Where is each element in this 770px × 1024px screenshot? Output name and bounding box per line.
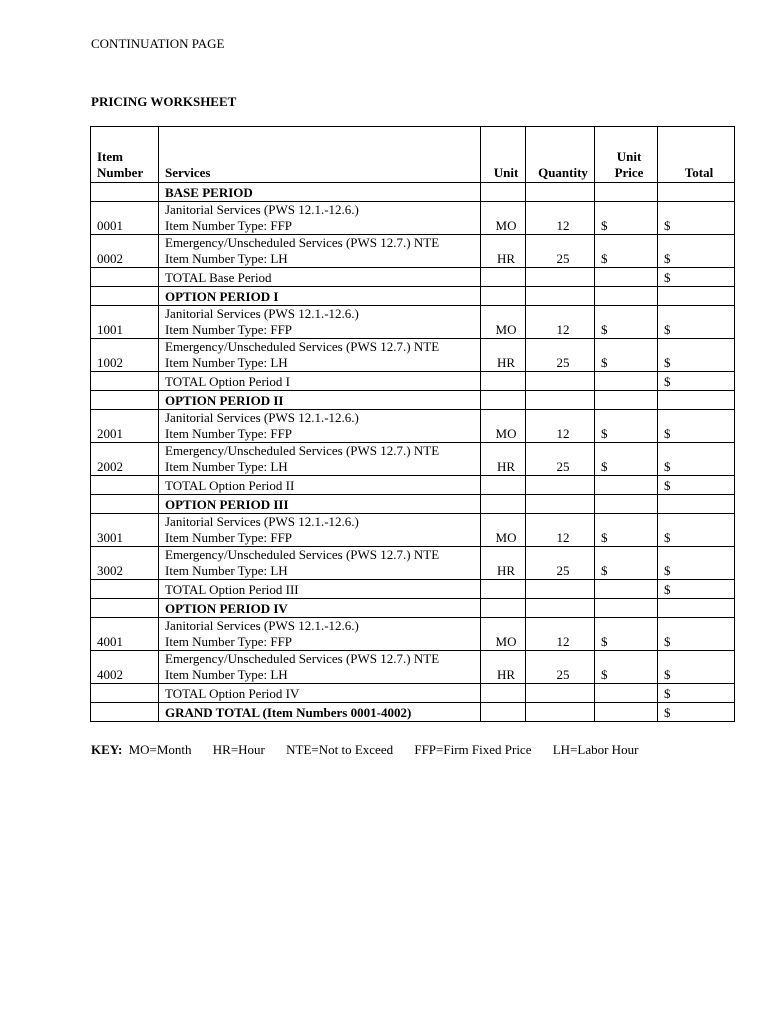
quantity-cell xyxy=(526,684,595,703)
quantity-cell: 12 xyxy=(526,618,595,651)
unit-price-cell xyxy=(595,703,658,722)
section-row xyxy=(91,495,735,514)
quantity-cell xyxy=(526,703,595,722)
table-row xyxy=(91,410,735,443)
unit-price-cell: $ xyxy=(595,410,658,443)
quantity-cell: 12 xyxy=(526,306,595,339)
section-title: OPTION PERIOD IV xyxy=(159,599,481,618)
unit-price-cell xyxy=(595,495,658,514)
section-row xyxy=(91,599,735,618)
unit-price-cell: $ xyxy=(595,202,658,235)
key-entry: FFP=Firm Fixed Price xyxy=(414,742,532,757)
total-cell: $ xyxy=(658,268,735,287)
table-row xyxy=(91,202,735,235)
service-line-1: Emergency/Unscheduled Services (PWS 12.7.) NTE xyxy=(165,443,440,458)
unit-price-cell xyxy=(595,684,658,703)
key-label: KEY: xyxy=(91,742,123,757)
quantity-cell: 12 xyxy=(526,202,595,235)
service-line-1: Emergency/Unscheduled Services (PWS 12.7.) NTE xyxy=(165,235,440,250)
total-cell xyxy=(658,391,735,410)
table-row xyxy=(91,443,735,476)
unit-price-cell: $ xyxy=(595,547,658,580)
continuation-page-label: CONTINUATION PAGE xyxy=(91,36,225,51)
total-cell xyxy=(658,495,735,514)
total-cell: $ xyxy=(658,235,735,268)
table-row xyxy=(91,306,735,339)
item-number-cell: 1002 xyxy=(91,339,159,372)
service-cell xyxy=(159,618,481,651)
service-cell xyxy=(159,410,481,443)
total-cell: $ xyxy=(658,651,735,684)
service-line-1: Janitorial Services (PWS 12.1.-12.6.) xyxy=(165,618,359,633)
total-cell: $ xyxy=(658,306,735,339)
unit-cell: MO xyxy=(481,514,526,547)
service-line-2: Item Number Type: FFP xyxy=(165,530,293,545)
unit-cell xyxy=(481,580,526,599)
total-cell: $ xyxy=(658,514,735,547)
unit-cell xyxy=(481,183,526,202)
unit-cell xyxy=(481,703,526,722)
header-total: Total xyxy=(658,127,735,183)
service-line-1: Janitorial Services (PWS 12.1.-12.6.) xyxy=(165,410,359,425)
item-number-cell xyxy=(91,287,159,306)
total-cell: $ xyxy=(658,372,735,391)
quantity-cell xyxy=(526,287,595,306)
pricing-table-body xyxy=(91,183,735,722)
service-line-1: Emergency/Unscheduled Services (PWS 12.7.) NTE xyxy=(165,339,440,354)
unit-cell xyxy=(481,268,526,287)
quantity-cell xyxy=(526,183,595,202)
item-number-cell: 4002 xyxy=(91,651,159,684)
quantity-cell xyxy=(526,372,595,391)
unit-price-cell xyxy=(595,268,658,287)
quantity-cell: 25 xyxy=(526,339,595,372)
item-number-cell: 3001 xyxy=(91,514,159,547)
item-number-cell xyxy=(91,495,159,514)
quantity-cell: 25 xyxy=(526,443,595,476)
unit-cell xyxy=(481,287,526,306)
total-label: GRAND TOTAL (Item Numbers 0001-4002) xyxy=(159,703,481,722)
item-number-cell xyxy=(91,268,159,287)
section-row xyxy=(91,287,735,306)
total-cell: $ xyxy=(658,580,735,599)
quantity-cell xyxy=(526,580,595,599)
unit-price-cell: $ xyxy=(595,306,658,339)
total-cell xyxy=(658,599,735,618)
total-row xyxy=(91,372,735,391)
total-cell: $ xyxy=(658,443,735,476)
item-number-cell xyxy=(91,703,159,722)
unit-price-cell xyxy=(595,599,658,618)
service-line-2: Item Number Type: FFP xyxy=(165,218,293,233)
total-row xyxy=(91,580,735,599)
item-number-cell xyxy=(91,476,159,495)
key-entry: LH=Labor Hour xyxy=(552,742,639,757)
item-number-cell: 2002 xyxy=(91,443,159,476)
total-cell: $ xyxy=(658,703,735,722)
header-item-number: Item Number xyxy=(91,127,159,183)
quantity-cell: 25 xyxy=(526,651,595,684)
unit-price-cell: $ xyxy=(595,443,658,476)
total-row xyxy=(91,476,735,495)
service-line-1: Emergency/Unscheduled Services (PWS 12.7.) NTE xyxy=(165,651,440,666)
unit-cell: MO xyxy=(481,306,526,339)
unit-price-cell xyxy=(595,372,658,391)
service-line-2: Item Number Type: LH xyxy=(165,355,288,370)
table-row xyxy=(91,339,735,372)
item-number-cell: 0001 xyxy=(91,202,159,235)
service-line-1: Emergency/Unscheduled Services (PWS 12.7.) NTE xyxy=(165,547,440,562)
table-row xyxy=(91,235,735,268)
total-cell: $ xyxy=(658,684,735,703)
service-cell xyxy=(159,651,481,684)
quantity-cell xyxy=(526,391,595,410)
pricing-table xyxy=(90,126,735,722)
unit-cell: HR xyxy=(481,547,526,580)
unit-price-cell: $ xyxy=(595,618,658,651)
service-cell xyxy=(159,306,481,339)
unit-price-cell xyxy=(595,391,658,410)
section-row xyxy=(91,391,735,410)
total-cell xyxy=(658,183,735,202)
header-unit: Unit xyxy=(481,127,526,183)
section-row xyxy=(91,183,735,202)
unit-cell xyxy=(481,684,526,703)
total-cell: $ xyxy=(658,410,735,443)
unit-cell xyxy=(481,599,526,618)
header-unit-price: Unit Price xyxy=(595,127,658,183)
section-title: OPTION PERIOD II xyxy=(159,391,481,410)
total-label: TOTAL Option Period II xyxy=(159,476,481,495)
unit-cell xyxy=(481,372,526,391)
header-services: Services xyxy=(159,127,481,183)
service-line-2: Item Number Type: FFP xyxy=(165,634,293,649)
total-cell: $ xyxy=(658,339,735,372)
total-cell xyxy=(658,287,735,306)
unit-cell: MO xyxy=(481,618,526,651)
service-cell xyxy=(159,339,481,372)
item-number-cell xyxy=(91,372,159,391)
table-row xyxy=(91,651,735,684)
unit-cell: HR xyxy=(481,339,526,372)
item-number-cell: 1001 xyxy=(91,306,159,339)
service-line-2: Item Number Type: LH xyxy=(165,667,288,682)
unit-price-cell xyxy=(595,476,658,495)
total-label: TOTAL Option Period III xyxy=(159,580,481,599)
key-entry: HR=Hour xyxy=(212,742,265,757)
key-entry: MO=Month xyxy=(128,742,192,757)
total-cell: $ xyxy=(658,618,735,651)
item-number-cell xyxy=(91,391,159,410)
item-number-cell xyxy=(91,599,159,618)
unit-cell: MO xyxy=(481,410,526,443)
worksheet-title: PRICING WORKSHEET xyxy=(91,94,237,109)
quantity-cell xyxy=(526,268,595,287)
unit-cell: HR xyxy=(481,235,526,268)
section-title: OPTION PERIOD I xyxy=(159,287,481,306)
section-title: BASE PERIOD xyxy=(159,183,481,202)
service-cell xyxy=(159,235,481,268)
service-cell xyxy=(159,443,481,476)
service-line-2: Item Number Type: LH xyxy=(165,459,288,474)
key-entry: NTE=Not to Exceed xyxy=(286,742,394,757)
table-row xyxy=(91,618,735,651)
section-title: OPTION PERIOD III xyxy=(159,495,481,514)
item-number-cell xyxy=(91,684,159,703)
total-label: TOTAL Option Period IV xyxy=(159,684,481,703)
item-number-cell: 2001 xyxy=(91,410,159,443)
quantity-cell: 12 xyxy=(526,514,595,547)
unit-cell xyxy=(481,391,526,410)
table-row xyxy=(91,514,735,547)
unit-cell xyxy=(481,476,526,495)
table-row xyxy=(91,547,735,580)
unit-price-cell: $ xyxy=(595,235,658,268)
unit-price-cell xyxy=(595,287,658,306)
quantity-cell xyxy=(526,495,595,514)
unit-cell: HR xyxy=(481,651,526,684)
key-legend xyxy=(91,742,656,758)
service-cell xyxy=(159,202,481,235)
service-line-2: Item Number Type: LH xyxy=(165,563,288,578)
unit-cell: MO xyxy=(481,202,526,235)
item-number-cell: 3002 xyxy=(91,547,159,580)
total-cell: $ xyxy=(658,547,735,580)
item-number-cell: 4001 xyxy=(91,618,159,651)
quantity-cell: 25 xyxy=(526,547,595,580)
item-number-cell xyxy=(91,183,159,202)
service-line-1: Janitorial Services (PWS 12.1.-12.6.) xyxy=(165,306,359,321)
total-cell: $ xyxy=(658,476,735,495)
item-number-cell xyxy=(91,580,159,599)
unit-price-cell xyxy=(595,580,658,599)
unit-cell: HR xyxy=(481,443,526,476)
service-cell xyxy=(159,514,481,547)
total-label: TOTAL Option Period I xyxy=(159,372,481,391)
total-row xyxy=(91,684,735,703)
header-quantity: Quantity xyxy=(526,127,595,183)
unit-price-cell xyxy=(595,183,658,202)
unit-price-cell: $ xyxy=(595,651,658,684)
quantity-cell: 12 xyxy=(526,410,595,443)
service-line-1: Janitorial Services (PWS 12.1.-12.6.) xyxy=(165,202,359,217)
total-cell: $ xyxy=(658,202,735,235)
service-line-2: Item Number Type: FFP xyxy=(165,322,293,337)
quantity-cell xyxy=(526,599,595,618)
grand-total-row xyxy=(91,703,735,722)
service-line-1: Janitorial Services (PWS 12.1.-12.6.) xyxy=(165,514,359,529)
service-line-2: Item Number Type: FFP xyxy=(165,426,293,441)
total-row xyxy=(91,268,735,287)
quantity-cell: 25 xyxy=(526,235,595,268)
total-label: TOTAL Base Period xyxy=(159,268,481,287)
item-number-cell: 0002 xyxy=(91,235,159,268)
quantity-cell xyxy=(526,476,595,495)
service-cell xyxy=(159,547,481,580)
table-header-row xyxy=(91,127,735,183)
service-line-2: Item Number Type: LH xyxy=(165,251,288,266)
unit-cell xyxy=(481,495,526,514)
unit-price-cell: $ xyxy=(595,514,658,547)
unit-price-cell: $ xyxy=(595,339,658,372)
